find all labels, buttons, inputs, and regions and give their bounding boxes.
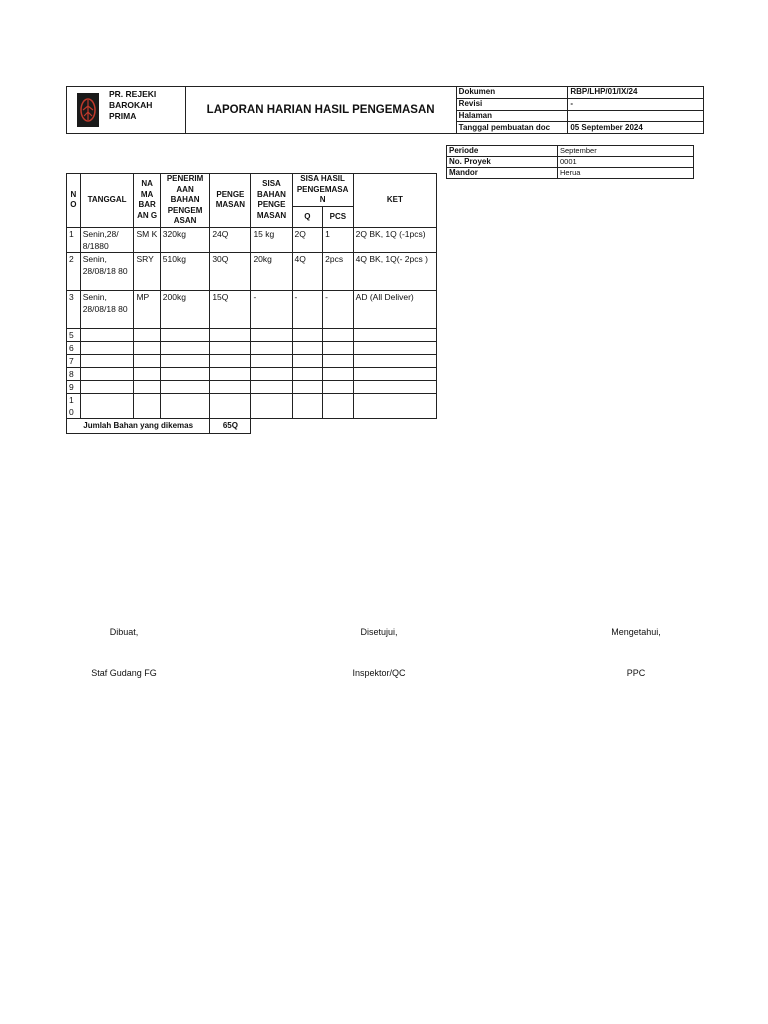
signature-title-inspektor: Inspektor/QC	[352, 668, 406, 678]
meta-label-dokumen: Dokumen	[456, 87, 568, 99]
project-value-no-proyek: 0001	[558, 157, 694, 168]
cell-penerimaan: 320kg	[160, 227, 210, 252]
meta-value-dokumen: RBP/LHP/01/IX/24	[568, 87, 704, 99]
header-nama-barang: NA MA BAR AN G	[134, 174, 160, 228]
cell-pcs: 1	[323, 227, 354, 252]
cell-sisa-bahan: 15 kg	[251, 227, 292, 252]
cell-no: 1	[67, 227, 81, 252]
cell-pcs: -	[323, 290, 354, 328]
cell-no: 5	[67, 328, 81, 341]
company-name: PR. REJEKI BAROKAH PRIMA	[109, 89, 157, 121]
header-ket: KET	[353, 174, 436, 228]
meta-value-halaman	[568, 110, 704, 122]
table-row	[67, 380, 437, 393]
cell-sisa-bahan: -	[251, 290, 292, 328]
total-label: Jumlah Bahan yang dikemas	[67, 418, 210, 433]
cell-ket: AD (All Deliver)	[353, 290, 436, 328]
table-row	[67, 290, 437, 328]
cell-q: -	[292, 290, 323, 328]
cell-ket: 2Q BK, 1Q (-1pcs)	[353, 227, 436, 252]
document-title: LAPORAN HARIAN HASIL PENGEMASAN	[185, 87, 456, 134]
cell-penerimaan: 510kg	[160, 252, 210, 290]
cell-sisa-bahan: 20kg	[251, 252, 292, 290]
signature-title-ppc: PPC	[626, 668, 646, 678]
cell-q: 2Q	[292, 227, 323, 252]
table-row	[67, 252, 437, 290]
cell-tanggal: Senin,28/ 8/1880	[80, 227, 134, 252]
header-no: N O	[67, 174, 81, 228]
cell-no: 9	[67, 380, 81, 393]
cell-pengemasan: 15Q	[210, 290, 251, 328]
cell-ket: 4Q BK, 1Q(- 2pcs )	[353, 252, 436, 290]
cell-no: 2	[67, 252, 81, 290]
cell-pengemasan: 24Q	[210, 227, 251, 252]
header-pcs: PCS	[323, 207, 354, 227]
project-value-periode: September	[558, 146, 694, 157]
cell-no: 3	[67, 290, 81, 328]
signature-role-disetujui: Disetujui,	[360, 627, 398, 637]
project-label-periode: Periode	[447, 146, 558, 157]
cell-no: 7	[67, 354, 81, 367]
company-cell	[67, 87, 186, 134]
project-label-mandor: Mandor	[447, 168, 558, 179]
cell-pcs: 2pcs	[323, 252, 354, 290]
cell-no: 8	[67, 367, 81, 380]
project-info-table	[446, 145, 694, 179]
cell-pengemasan: 30Q	[210, 252, 251, 290]
cell-tanggal: Senin, 28/08/18 80	[80, 252, 134, 290]
table-row	[67, 227, 437, 252]
meta-value-revisi: -	[568, 98, 704, 110]
meta-value-tanggal: 05 September 2024	[568, 122, 704, 134]
cell-no: 6	[67, 341, 81, 354]
cell-nama: SRY	[134, 252, 160, 290]
table-row	[67, 367, 437, 380]
meta-label-halaman: Halaman	[456, 110, 568, 122]
project-label-no-proyek: No. Proyek	[447, 157, 558, 168]
project-value-mandor: Herua	[558, 168, 694, 179]
table-row	[67, 328, 437, 341]
header-sisa-bahan: SISA BAHAN PENGE MASAN	[251, 174, 292, 228]
header-penerimaan: PENERIM AAN BAHAN PENGEM ASAN	[160, 174, 210, 228]
leaf-emblem-icon	[79, 97, 97, 123]
total-value: 65Q	[210, 418, 251, 433]
company-logo	[77, 93, 99, 127]
cell-penerimaan: 200kg	[160, 290, 210, 328]
cell-tanggal: Senin, 28/08/18 80	[80, 290, 134, 328]
cell-no: 1 0	[67, 393, 81, 418]
header-pengemasan: PENGE MASAN	[210, 174, 251, 228]
header-tanggal: TANGGAL	[80, 174, 134, 228]
document-header	[66, 86, 704, 134]
table-row	[67, 341, 437, 354]
header-q: Q	[292, 207, 323, 227]
cell-q: 4Q	[292, 252, 323, 290]
meta-label-tanggal: Tanggal pembuatan doc	[456, 122, 568, 134]
packaging-report-table	[66, 173, 437, 434]
signature-role-dibuat: Dibuat,	[109, 627, 139, 637]
signature-role-mengetahui: Mengetahui,	[611, 627, 661, 637]
meta-label-revisi: Revisi	[456, 98, 568, 110]
table-row	[67, 393, 437, 418]
signature-title-staf: Staf Gudang FG	[91, 668, 157, 678]
table-row	[67, 354, 437, 367]
cell-nama: MP	[134, 290, 160, 328]
header-sisa-hasil: SISA HASIL PENGEMASA N	[292, 174, 353, 207]
cell-nama: SM K	[134, 227, 160, 252]
total-row	[67, 418, 437, 433]
